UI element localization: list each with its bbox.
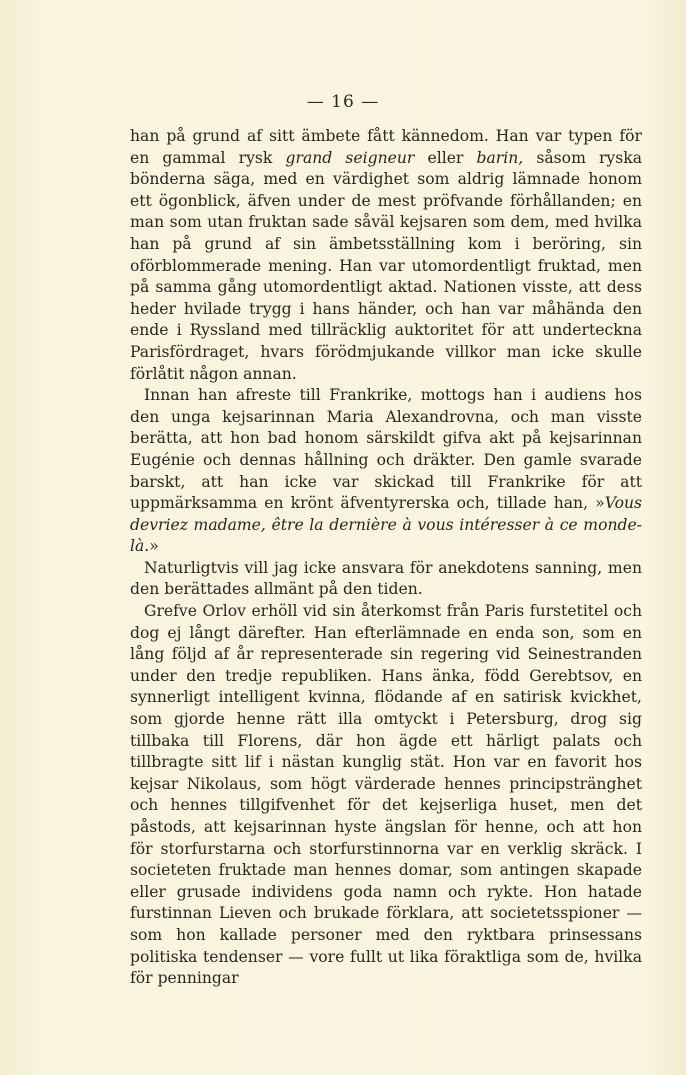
paragraph-2 xyxy=(130,385,642,558)
paragraph-1-italic-grand-seigneur: grand seigneur xyxy=(285,148,415,167)
paragraph-1 xyxy=(130,126,642,385)
paragraph-2-text-a: Innan han afreste till Frankrike, mottogs han i audiens hos den unga kejsarinnan Maria Alexandrovna, och man visste berätta, att hon bad honom särskildt gifva akt på kejsarinnan Eugénie och dennas hållning och dräkter. Den gamle svarade barskt, att han icke var skickad till Frankrike för att uppmärksamma en krönt äfventyrerska och, tillade han, » xyxy=(130,386,642,513)
paragraph-1-text-e: såsom ryska bönderna säga, med en värdighet som aldrig lämnade honom ett ögonblick, äfven under de mest pröfvande förhållanden; en man som utan fruktan sade såväl kejsaren som dem, med hvilka han på grund af sin ämbetsställning kom i beröring, sin oförblommerade mening. Han var utomordentligt fruktad, men på samma gång utomordentligt aktad. Nationen visste, att dess heder hvilade trygg i hans händer, och han var måhända den ende i Ryssland med tillräcklig auktoritet för att underteckna Parisfördraget, hvars förödmjukande villkor man icke skulle förlåtit någon annan. xyxy=(130,148,642,383)
body-text xyxy=(130,126,642,990)
paragraph-4 xyxy=(130,601,642,990)
paragraph-2-text-c: » xyxy=(149,537,159,556)
paragraph-2-italic-quote: Vous devriez madame, être la dernière à vous intéresser à ce monde-là. xyxy=(130,494,642,556)
paragraph-3 xyxy=(130,558,642,601)
paragraph-4-text: Grefve Orlov erhöll vid sin återkomst från Paris furstetitel och dog ej långt därefter. Han efterlämnade en enda son, som en lång följd af år representerade sin regering vid Seinestranden under den tredje republiken. Hans änka, född Gerebtsov, en synnerligt intelligent kvinna, flödande af en satirisk kvickhet, som gjorde henne rätt illa omtyckt i Petersburg, drog sig tillbaka till Florens, där hon ägde ett härligt palats och tillbragte sitt lif i nästan kunglig stät. Hon var en favorit hos kejsar Nikolaus, som högt värderade hennes principstränghet och hennes tillgifvenhet för det kejserliga huset, men det påstods, att kejsarinnan hyste ängslan för henne, och att hon för storfurstarna och storfurstinnorna var en verklig skräck. I societeten fruktade man hennes domar, som antingen skapade eller grusade individens goda namn och rykte. Hon hatade furstinnan Lieven och brukade förklara, att societetsspioner — som hon kallade personer med den ryktbara prinsessans politiska tendenser — vore fullt ut lika föraktliga som de, hvilka för penningar xyxy=(130,602,642,988)
page-number: — 16 — xyxy=(306,92,380,112)
paragraph-3-text: Naturligtvis vill jag icke ansvara för anekdotens sanning, men den berättades allmänt på den tiden. xyxy=(130,558,642,599)
paragraph-1-italic-barin: barin, xyxy=(476,148,524,167)
paragraph-1-text-a: han på grund af sitt ämbete fått kännedom. Han var typen för en gammal rysk xyxy=(130,127,642,167)
paragraph-1-text-c: eller xyxy=(414,148,477,167)
